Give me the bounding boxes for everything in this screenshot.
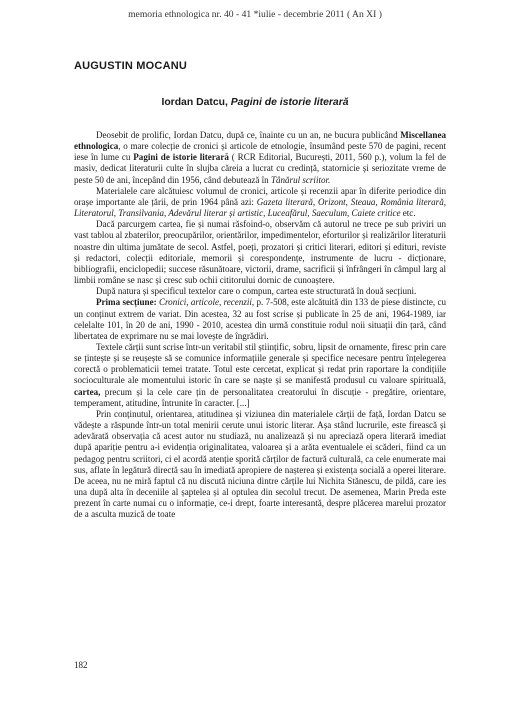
paragraph-text: , o mare colecție de cronici și articole de etnologie, însumând peste 570 de pagini, recent iese în lume cu [74, 141, 446, 163]
emphasis-cartea: cartea, [74, 386, 101, 397]
periodicals-list: Gazeta literară, Orizont, Steaua, România literară, Literatorul, Transilvania, Adevărul literar și artistic, Luceafărul, Saeculum, Caiete critice [74, 196, 446, 219]
paragraph-1 [74, 130, 446, 186]
journal-name: Tânărul scriitor. [270, 174, 331, 185]
paragraph-3: Dacă parcurgem cartea, fie și numai răsfoind-o, observăm că autorul ne trece pe sub priviri un vast tablou al zbaterilor, preocupărilor, orientărilor, impedimentelor, eforturilor și realizărilor literaturii noastre din ultima jumătate de secol. Astfel, poeți, prozatori și critici literari, editori și edituri, reviste și redactori, colecții editoriale, memorii și corespondențe, instrumente de lucru - dicționare, bibliografii, enciclopedii; succese răsunătoare, victorii, drame, sacrificii și înfrângeri în câmpul larg al limbii române se nasc și cresc sub ochii cititorului dornic de cunoaștere. [74, 219, 446, 286]
running-head: memoria ethnologica nr. 40 - 41 *iulie - decembrie 2011 ( An XI ) [128, 9, 382, 20]
book-title-pagini: Pagini de istorie literară [133, 152, 229, 163]
paragraph-text: ( RCR Editorial, București, 2011, 560 p.), volum la fel de masiv, dedicat literaturii culte în slujba căreia a lucrat cu credință, statornicie și seriozitate vreme de peste 50 de ani, începând din 1956, când debutează în [74, 152, 446, 185]
book-title-miscellanea: Miscellanea ethnologica [74, 130, 446, 152]
article-author: AUGUSTIN MOCANU [74, 60, 187, 72]
title-work: Pagini de istorie literară [230, 97, 349, 108]
paragraph-5 [74, 297, 446, 342]
page-number: 182 [74, 660, 88, 670]
paragraph-text: precum și la cele care țin de personalitatea creatorului în discuție - pregătire, orientare, temperament, atitudine, întrunite în caracter. [...] [74, 386, 446, 408]
paragraph-4: După natura și specificul textelor care o compun, cartea este structurată în două secțiuni. [96, 286, 417, 297]
paragraph-text: Deosebit de prolific, Iordan Datcu, după ce, înainte cu un an, ne bucura publicând [96, 130, 401, 140]
paragraph-text: etc. [400, 208, 416, 219]
article-body [74, 130, 446, 520]
section-heading: Prima secțiune: [96, 297, 157, 308]
article-title [0, 97, 510, 108]
paragraph-7: Prin conținutul, orientarea, atitudinea și viziunea din materialele cărții de față, Iordan Datcu se vădește a răspunde într-un total menirii cerute unui istoric literar. Așa stând lucrurile, este firească și adevărată observația că acest autor nu studiază, nu analizează și nu apreciază opera literară imediat după apariție pentru a-i evidenția originalitatea, valoarea și a arăta eventualele ei scăderi, fiind ca un pedagog pentru scriitori, ci el acordă atenție sporită cărților de factură culturală, ca cele enumerate mai sus, aflate în legătură directă sau în imediată apropiere de nașterea și existența socială a operei literare. De aceea, nu ne miră faptul că nu discută niciuna dintre cărțile lui Nichita Stănescu, de pildă, care ies una după alta în deceniile al șaptelea și al optulea din secolul trecut. De asemenea, Marin Preda este prezent în carte numai cu o informație, ce-i drept, foarte interesantă, despre plăcerea marelui prozator de a asculta muzică de toate [74, 408, 446, 520]
paragraph-6 [74, 342, 446, 409]
paragraph-text: Textele cărții sunt scrise într-un veritabil stil științific, sobru, lipsit de ornamente, firesc prin care se țintește și se reușește să se comunice informațiile generale și specifice necesare pentru înțelegerea corectă o problematicii temei tratate. Totul este cercetat, explicat și redat prin raportare la condițiile socioculturale ale momentului istoric în care se naște și se manifestă produsul cu valoare spirituală, [74, 341, 446, 386]
section-subtitle: Cronici, articole, recenzii [156, 297, 252, 308]
paragraph-2 [74, 186, 446, 219]
title-author: Iordan Datcu, [161, 97, 228, 108]
paragraph-text: Materialele care alcătuiesc volumul de cronici, articole și recenzii apar în diferite periodice din orașe importante ale țării, de prin 1964 până azi: [74, 185, 446, 207]
paragraph-text: , p. 7-508, este alcătuită din 133 de piese distincte, cu un conținut extrem de variat. Din acestea, 32 au fost scrise și publicate în 25 de ani, 1964-1989, iar celelalte 101, în 20 de ani, 1990 - 2010, acestea din urmă constituie rodul noii situații din țară, când libertatea de exprimare nu se mai lovește de îngrădiri. [74, 297, 447, 341]
